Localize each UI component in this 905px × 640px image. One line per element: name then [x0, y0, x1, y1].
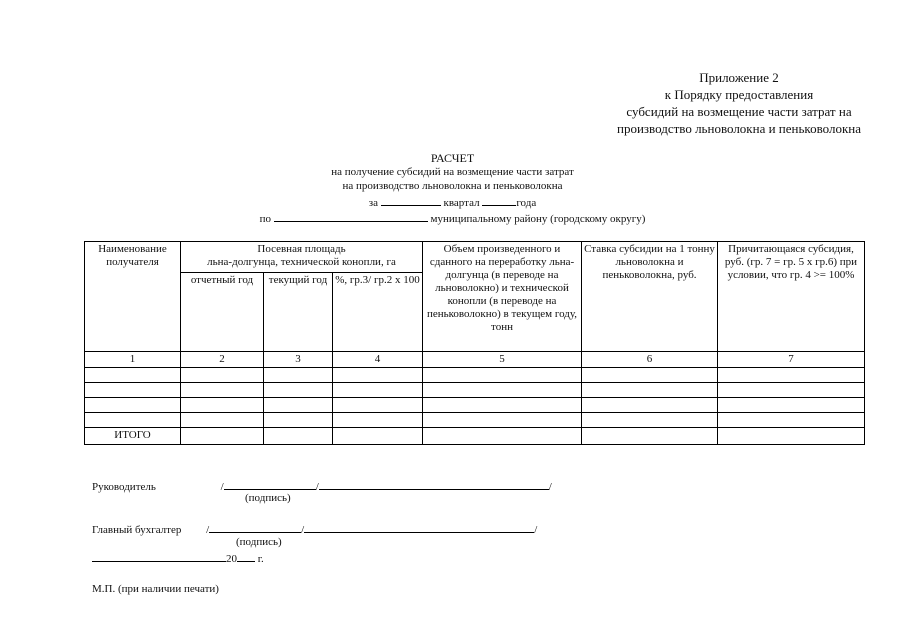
table-cell[interactable]: [181, 382, 264, 397]
year-blank[interactable]: [482, 194, 516, 206]
title-line-2: на производство льноволокна и пеньковолокна: [342, 179, 563, 192]
table-cell[interactable]: [181, 367, 264, 382]
district-line: [0, 210, 905, 227]
header-area-line-1: Посевная площадь: [257, 243, 346, 255]
total-label: ИТОГО: [85, 427, 181, 444]
table-cell[interactable]: [333, 397, 423, 412]
column-number-row: [85, 352, 865, 368]
header-volume: Объем произведенного и сданного на переработку льна-долгунца (в переводе на льноволокно) и технической конопли (в переводе на пеньковолокно) в текущем году, тонн: [423, 242, 582, 352]
head-label: Руководитель: [92, 481, 156, 493]
head-signature-blank[interactable]: [224, 478, 316, 490]
header-row-1: [85, 242, 865, 273]
district-suffix: муниципальному району (городскому округу): [430, 213, 646, 226]
year-digits-blank[interactable]: [237, 550, 255, 562]
header-percent: %, гр.3/ гр.2 х 100: [333, 273, 423, 352]
table-row: [85, 397, 865, 412]
table-cell[interactable]: [264, 397, 333, 412]
appendix-block: [617, 70, 861, 138]
column-number: 3: [264, 352, 333, 368]
table-cell[interactable]: [582, 412, 718, 427]
column-number: 1: [85, 352, 181, 368]
column-number: 2: [181, 352, 264, 368]
table-cell[interactable]: [423, 367, 582, 382]
column-number: 5: [423, 352, 582, 368]
date-line: [92, 550, 264, 566]
calculation-table: [84, 241, 865, 445]
accountant-label: Главный бухгалтер: [92, 524, 182, 536]
document-title-block: [0, 151, 905, 227]
table-cell[interactable]: [718, 382, 865, 397]
header-area-line-2: льна-долгунца, технической конопли, га: [207, 255, 396, 268]
table-cell[interactable]: [264, 382, 333, 397]
table-cell[interactable]: [181, 427, 264, 444]
table-cell[interactable]: [333, 382, 423, 397]
table-cell[interactable]: [85, 382, 181, 397]
date-blank[interactable]: [92, 550, 226, 562]
table-cell[interactable]: [423, 397, 582, 412]
header-current-year: текущий год: [264, 273, 333, 352]
appendix-line-2: к Порядку предоставления: [664, 86, 814, 102]
date-year-prefix: 20: [226, 553, 237, 565]
header-recipient: Наименование получателя: [85, 242, 181, 352]
table-cell[interactable]: [181, 397, 264, 412]
table-row: [85, 367, 865, 382]
table-cell[interactable]: [582, 397, 718, 412]
header-area: [181, 242, 423, 273]
table-cell[interactable]: [423, 412, 582, 427]
column-number: 7: [718, 352, 865, 368]
table-cell[interactable]: [718, 397, 865, 412]
table-cell[interactable]: [85, 367, 181, 382]
column-number: 4: [333, 352, 423, 368]
table-cell[interactable]: [181, 412, 264, 427]
header-previous-year: отчетный год: [181, 273, 264, 352]
appendix-line-1: Приложение 2: [699, 70, 779, 85]
district-blank[interactable]: [274, 210, 428, 222]
quarter-blank[interactable]: [381, 194, 441, 206]
seal-note: М.П. (при наличии печати): [92, 583, 219, 595]
head-signature-line: Руководитель / / /: [92, 478, 552, 494]
period-year-label: года: [516, 196, 537, 209]
period-line: [0, 194, 905, 211]
district-prefix: по: [259, 213, 271, 226]
date-year-suffix: г.: [257, 553, 264, 565]
title-line-1: на получение субсидий на возмещение части затрат: [331, 166, 574, 178]
head-signature-hint: (подпись): [245, 492, 291, 504]
column-number: 6: [582, 352, 718, 368]
accountant-signature-hint: (подпись): [236, 536, 282, 548]
head-name-blank[interactable]: [319, 478, 549, 490]
table-cell[interactable]: [264, 412, 333, 427]
total-row: [85, 427, 865, 444]
table-cell[interactable]: [582, 382, 718, 397]
table-cell[interactable]: [718, 412, 865, 427]
accountant-signature-blank[interactable]: [209, 521, 301, 533]
accountant-name-blank[interactable]: [304, 521, 534, 533]
document-heading: РАСЧЕТ: [430, 151, 475, 165]
table-cell[interactable]: [423, 427, 582, 444]
table-row: [85, 412, 865, 427]
table-cell[interactable]: [264, 367, 333, 382]
table-cell[interactable]: [85, 397, 181, 412]
header-due-subsidy: Причитающаяся субсидия, руб. (гр. 7 = гр. 5 х гр.6) при условии, что гр. 4 >= 100%: [718, 242, 865, 352]
table-cell[interactable]: [85, 412, 181, 427]
table-cell[interactable]: [582, 367, 718, 382]
table-cell[interactable]: [333, 412, 423, 427]
table-cell[interactable]: [718, 367, 865, 382]
accountant-signature-line: Главный бухгалтер / / /: [92, 521, 537, 537]
table-cell[interactable]: [333, 427, 423, 444]
appendix-line-4: производство льноволокна и пеньковолокна: [616, 120, 861, 136]
table-row: [85, 382, 865, 397]
table-cell[interactable]: [718, 427, 865, 444]
period-prefix: за: [368, 196, 379, 209]
period-quarter-label: квартал: [443, 196, 480, 209]
table-cell[interactable]: [582, 427, 718, 444]
table-cell[interactable]: [264, 427, 333, 444]
appendix-line-3: субсидий на возмещение части затрат на: [626, 103, 852, 119]
header-rate: Ставка субсидии на 1 тонну льноволокна и пеньковолокна, руб.: [582, 242, 718, 352]
table-cell[interactable]: [423, 382, 582, 397]
table-cell[interactable]: [333, 367, 423, 382]
